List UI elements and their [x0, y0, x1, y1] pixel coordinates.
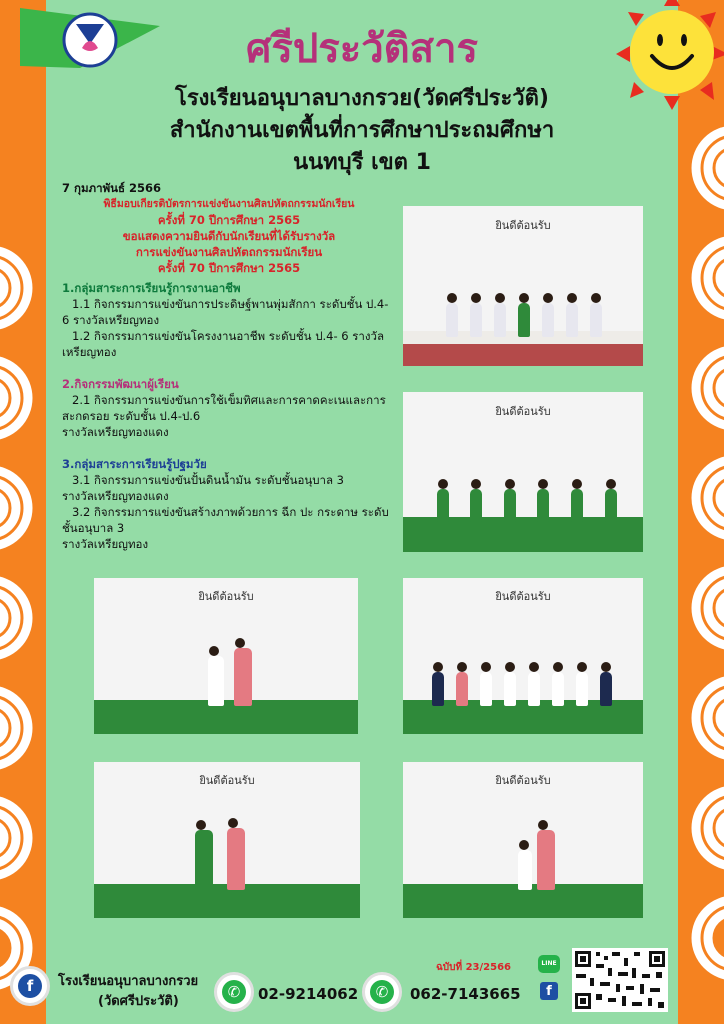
- section-1-item-1: 1.1 กิจกรรมการแข่งขันการประดิษฐ์พานพุ่มสักกา ระดับชั้น ป.4- 6 รางวัลเหรียญทอง: [62, 297, 389, 327]
- school-name: โรงเรียนอนุบาลบางกรวย(วัดศรีประวัติ): [175, 86, 549, 111]
- footer-phone-1: 02-9214062: [258, 985, 359, 1003]
- qr-code-icon[interactable]: [572, 948, 668, 1012]
- photo-award-3: [403, 762, 643, 918]
- section-3-item-1-award: รางวัลเหรียญทองแดง: [62, 489, 169, 503]
- photo-banner: ยินดีต้อนรับ: [199, 774, 255, 788]
- newsletter-title: ศรีประวัติสาร: [245, 26, 479, 72]
- section-2-item-1-award: รางวัลเหรียญทองแดง: [62, 425, 169, 439]
- footer-phone-2: 062-7143665: [410, 985, 521, 1003]
- article-date: 7 กุมภาพันธ์ 2566: [62, 181, 162, 195]
- district-name: นนทบุรี เขต 1: [293, 150, 431, 175]
- congrats-line-2: การแข่งขันงานศิลปหัตถกรรมนักเรียน: [135, 245, 323, 259]
- photo-group-1: [403, 206, 643, 366]
- line-app-icon[interactable]: LINE: [538, 955, 560, 973]
- section-3-item-2-award: รางวัลเหรียญทอง: [62, 537, 149, 551]
- ceremony-line-1: พิธีมอบเกียรติบัตรการแข่งขันงานศิลปหัตถกรรมนักเรียน: [103, 198, 355, 210]
- whatsapp-icon[interactable]: ✆: [362, 972, 402, 1012]
- ceremony-line-2: ครั้งที่ 70 ปีการศึกษา 2565: [157, 213, 301, 227]
- congrats-line-1: ขอแสดงความยินดีกับนักเรียนที่ได้รับรางวัล: [122, 229, 336, 243]
- section-3-heading: 3.กลุ่มสาระการเรียนรู้ปฐมวัย: [62, 457, 207, 471]
- photo-award-2: [94, 762, 360, 918]
- section-1-heading: 1.กลุ่มสาระการเรียนรู้การงานอาชีพ: [62, 281, 241, 295]
- photo-banner: ยินดีต้อนรับ: [495, 218, 551, 232]
- facebook-icon[interactable]: f: [540, 982, 558, 1000]
- article-body: [62, 180, 396, 552]
- photo-banner: ยินดีต้อนรับ: [495, 774, 551, 788]
- section-3-item-1: 3.1 กิจกรรมการแข่งขันปั้นดินน้ำมัน ระดับชั้นอนุบาล 3: [72, 473, 344, 487]
- section-2-heading: 2.กิจกรรมพัฒนาผู้เรียน: [62, 377, 179, 391]
- photo-group-2: [403, 392, 643, 552]
- issue-number: ฉบับที่ 23/2566: [436, 962, 511, 973]
- footer-school-line-1: โรงเรียนอนุบาลบางกรวย: [58, 974, 199, 989]
- facebook-link-icon[interactable]: f: [10, 966, 50, 1006]
- whatsapp-icon[interactable]: ✆: [214, 972, 254, 1012]
- section-1-item-2: 1.2 กิจกรรมการแข่งขันโครงงานอาชีพ ระดับชั้น ป.4- 6 รางวัลเหรียญทอง: [62, 329, 384, 359]
- section-2-item-1: 2.1 กิจกรรมการแข่งขันการใช้เข็มทิศและการคาดคะเนและการสะกดรอย ระดับชั้น ป.4-ป.6: [62, 393, 386, 423]
- photo-banner: ยินดีต้อนรับ: [198, 590, 254, 604]
- photo-banner: ยินดีต้อนรับ: [495, 404, 551, 418]
- photo-group-3: [403, 578, 643, 734]
- office-name: สำนักงานเขตพื้นที่การศึกษาประถมศึกษา: [169, 118, 555, 143]
- section-3-item-2: 3.2 กิจกรรมการแข่งขันสร้างภาพด้วยการ ฉีก ปะ กระดาษ ระดับชั้นอนุบาล 3: [62, 505, 389, 535]
- footer-school-line-2: (วัดศรีประวัติ): [98, 994, 179, 1009]
- photo-award-1: [94, 578, 358, 734]
- photo-banner: ยินดีต้อนรับ: [495, 590, 551, 604]
- congrats-line-3: ครั้งที่ 70 ปีการศึกษา 2565: [157, 261, 301, 275]
